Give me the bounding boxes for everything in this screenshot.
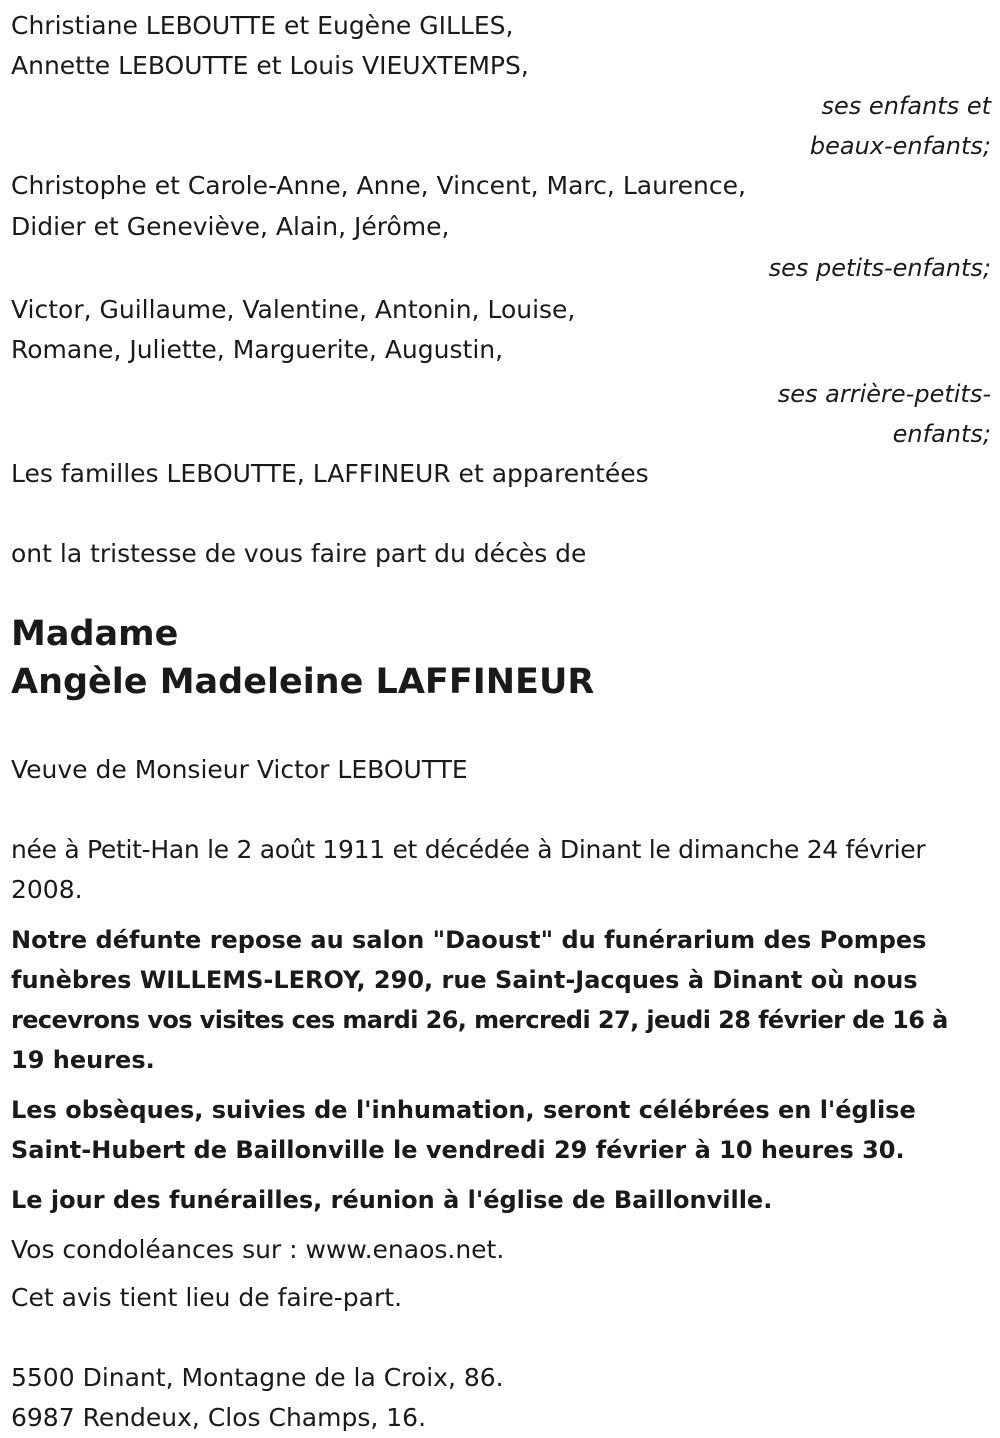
obituary-notice	[11, 6, 991, 1438]
visitation-line-2: funèbres WILLEMS-LEROY, 290, rue Saint-Jacques à Dinant où nous	[11, 966, 918, 994]
children-line-1: Christiane LEBOUTTE et Eugène GILLES,	[11, 11, 514, 40]
funeral-line-2: Saint-Hubert de Baillonville le vendredi 29 février à 10 heures 30.	[11, 1136, 905, 1164]
deceased-title: Madame	[11, 614, 179, 654]
announcement: ont la tristesse de vous faire part du décès de	[11, 539, 587, 568]
funeral-line-1: Les obsèques, suivies de l'inhumation, seront célébrées en l'église	[11, 1096, 916, 1124]
visitation-line-3: recevrons vos visites ces mardi 26, mercredi 27, jeudi 28 février de 16 à	[11, 1006, 948, 1034]
children-role-line-1: ses enfants et	[821, 92, 991, 120]
notice-line: Cet avis tient lieu de faire-part.	[11, 1283, 403, 1312]
great-grandchildren-line-2: Romane, Juliette, Marguerite, Augustin,	[11, 335, 504, 364]
meeting-line: Le jour des funérailles, réunion à l'église de Baillonville.	[11, 1186, 773, 1214]
birth-death-line-2: 2008.	[11, 875, 83, 904]
address-line-1: 5500 Dinant, Montagne de la Croix, 86.	[11, 1363, 504, 1392]
children-line-2: Annette LEBOUTTE et Louis VIEUXTEMPS,	[11, 51, 529, 80]
grandchildren-line-2: Didier et Geneviève, Alain, Jérôme,	[11, 212, 450, 241]
visitation-line-1: Notre défunte repose au salon "Daoust" du funérarium des Pompes	[11, 926, 927, 954]
widow-of: Veuve de Monsieur Victor LEBOUTTE	[11, 755, 468, 784]
grandchildren-role: ses petits-enfants;	[768, 254, 991, 282]
deceased-name: Angèle Madeleine LAFFINEUR	[11, 662, 595, 702]
great-grandchildren-line-1: Victor, Guillaume, Valentine, Antonin, Louise,	[11, 295, 576, 324]
great-grandchildren-role-line-2: enfants;	[892, 420, 991, 448]
address-line-2: 6987 Rendeux, Clos Champs, 16.	[11, 1403, 427, 1432]
visitation-line-4: 19 heures.	[11, 1046, 155, 1074]
birth-death-line-1: née à Petit-Han le 2 août 1911 et décédée à Dinant le dimanche 24 février	[11, 835, 926, 864]
families-line: Les familles LEBOUTTE, LAFFINEUR et apparentées	[11, 459, 649, 488]
great-grandchildren-role-line-1: ses arrière-petits-	[777, 380, 991, 408]
children-role-line-2: beaux-enfants;	[809, 132, 991, 160]
condolences-line: Vos condoléances sur : www.enaos.net.	[11, 1235, 505, 1264]
grandchildren-line-1: Christophe et Carole-Anne, Anne, Vincent, Marc, Laurence,	[11, 171, 746, 200]
